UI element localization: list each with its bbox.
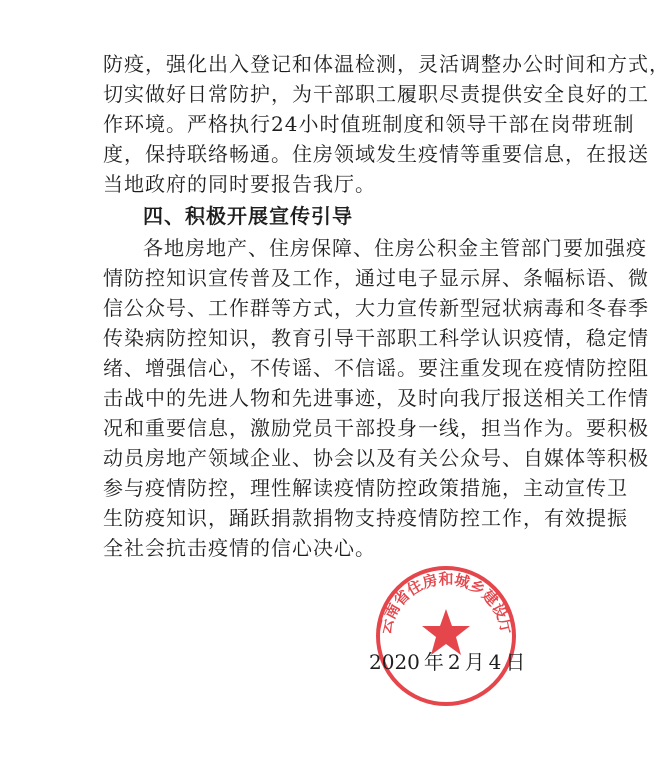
date-month-unit: 月 (464, 650, 485, 674)
paragraph-line: 绪、增强信心，不传谣、不信谣。要注重发现在疫情防控阻 (103, 356, 649, 380)
star-icon (422, 609, 470, 655)
text-line: 切实做好日常防护，为干部职工履职尽责提供安全良好的工 (103, 82, 649, 106)
paragraph-line: 况和重要信息，激励党员干部投身一线，担当作为。要积极 (103, 416, 649, 440)
official-seal-stamp (372, 563, 520, 709)
paragraph-line: 击战中的先进人物和先进事迹，及时向我厅报送相关工作情 (103, 386, 649, 410)
paragraph-line: 情防控知识宣传普及工作，通过电子显示屏、条幅标语、微 (103, 266, 649, 290)
paragraph-line: 传染病防控知识，教育引导干部职工科学认识疫情，稳定情 (103, 326, 649, 350)
section-heading: 四、积极开展宣传引导 (143, 204, 353, 228)
paragraph-line: 全社会抗击疫情的信心决心。 (103, 536, 376, 560)
date-month: 2 (447, 650, 461, 674)
text-line: 度，保持联络畅通。住房领域发生疫情等重要信息，在报送 (103, 142, 649, 166)
date-day: 4 (488, 650, 502, 674)
paragraph-line: 生防疫知识，踊跃捐款捐物支持疫情防控工作，有效提振 (103, 506, 628, 530)
document-date (369, 650, 529, 674)
date-year: 2020 (369, 650, 420, 674)
seal-text: 云南省住房和城乡建设厅 (376, 570, 516, 636)
paragraph-line: 动员房地产领域企业、协会以及有关公众号、自媒体等积极 (103, 446, 649, 470)
paragraph-line: 信公众号、工作群等方式，大力宣传新型冠状病毒和冬春季 (103, 296, 649, 320)
date-day-unit: 日 (505, 650, 526, 674)
paragraph-line: 各地房地产、住房保障、住房公积金主管部门要加强疫 (143, 236, 647, 260)
text-line: 防疫，强化出入登记和体温检测，灵活调整办公时间和方式， (103, 52, 670, 76)
paragraph-line: 参与疫情防控，理性解读疫情防控政策措施，主动宣传卫 (103, 476, 628, 500)
date-year-unit: 年 (423, 650, 444, 674)
text-line: 作环境。严格执行24小时值班制度和领导干部在岗带班制 (103, 112, 635, 136)
text-line: 当地政府的同时要报告我厅。 (103, 172, 376, 196)
